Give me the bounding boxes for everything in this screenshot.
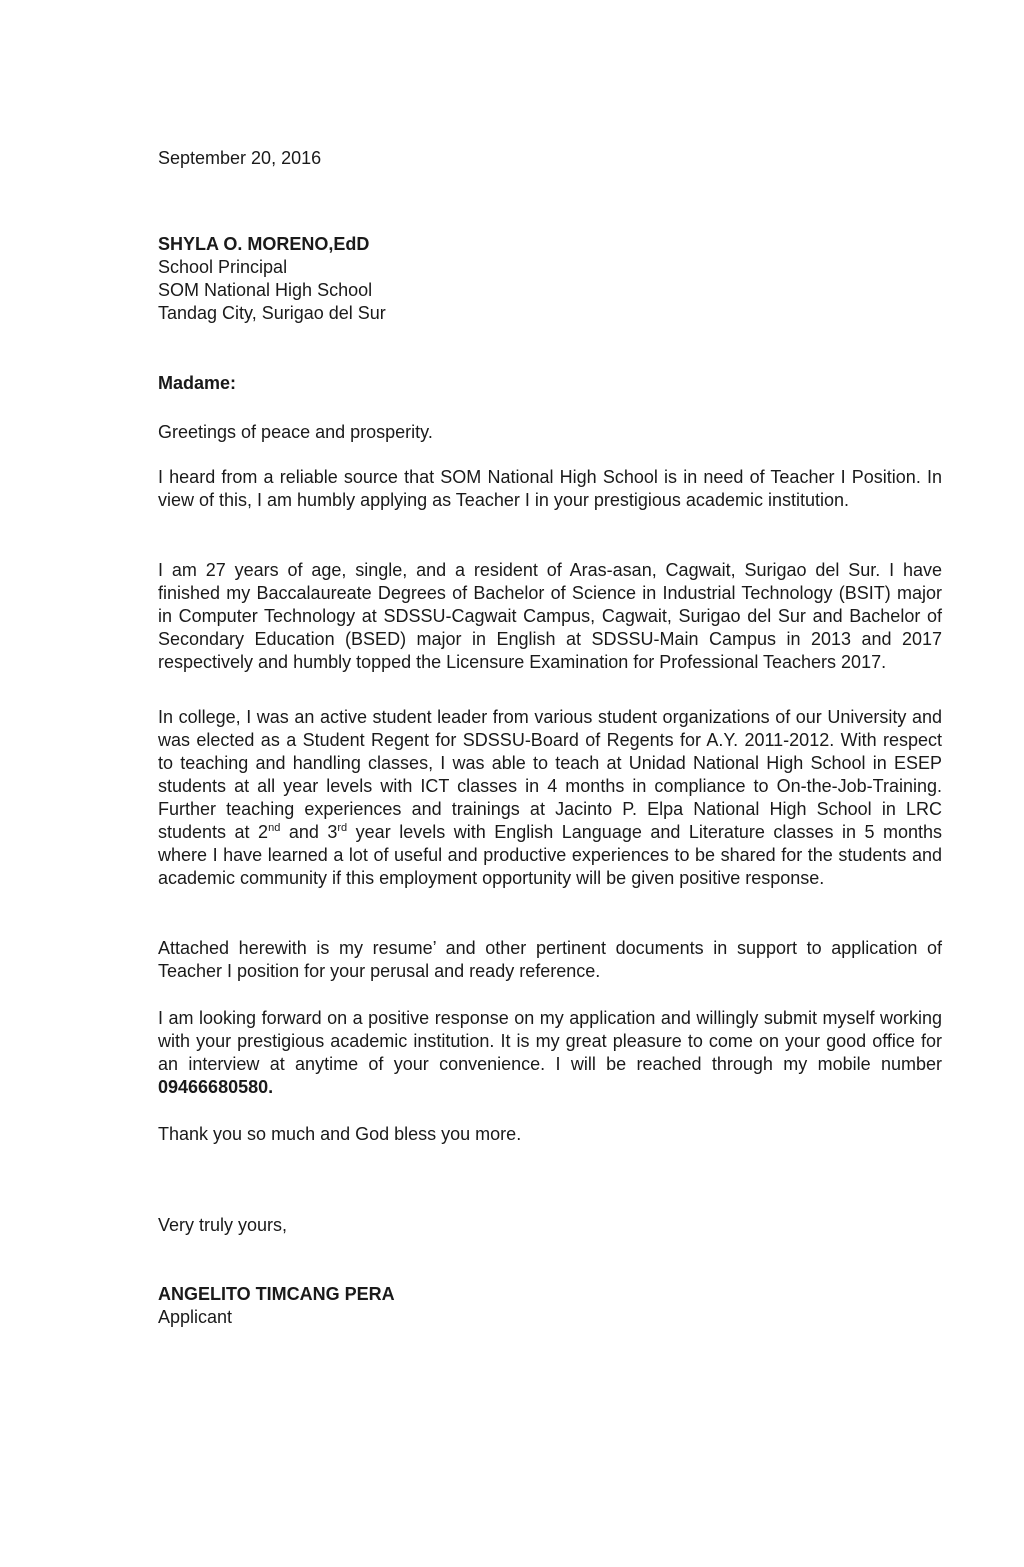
body-paragraph-4: Attached herewith is my resume’ and other pertinent documents in support to application of Teacher I position for your perusal and ready reference.: [158, 938, 942, 981]
closing: Very truly yours,: [158, 1215, 288, 1235]
body-paragraph-3: [158, 706, 942, 890]
salutation: Madame:: [158, 373, 237, 393]
greeting: Greetings of peace and prosperity.: [158, 422, 433, 442]
recipient-name: SHYLA O. MORENO,EdD: [158, 234, 370, 254]
letter-date: September 20, 2016: [158, 148, 322, 168]
recipient-block: [158, 233, 386, 325]
paragraph-3-part-1: In college, I was an active student leader from various student organizations of our University and was elected as a Student Regent for SDSSU-Board of Regents for A.Y. 2011-2012. With respect to teaching and handling classes, I was able to teach at Unidad National High School in ESEP students at all year levels with ICT classes in 4 months in compliance to On-the-Job-Training. Further teaching experiences and trainings at Jacinto P. Elpa National High School in LRC students at 2: [158, 707, 942, 842]
letter-page: [158, 0, 942, 1567]
superscript-rd: rd: [337, 822, 348, 834]
mobile-number: 09466680580.: [158, 1077, 274, 1097]
paragraph-5-text: I am looking forward on a positive response on my application and willingly submit myself working with your prestigious academic institution. It is my great pleasure to come on your good office for an interview at anytime of your convenience. I will be reached through my mobile number: [158, 1008, 942, 1074]
recipient-title: School Principal: [158, 257, 288, 277]
body-paragraph-2: I am 27 years of age, single, and a resident of Aras-asan, Cagwait, Surigao del Sur. I have finished my Baccalaureate Degrees of Bachelor of Science in Industrial Technology (BSIT) major in Computer Technology at SDSSU-Cagwait Campus, Cagwait, Surigao del Sur and Bachelor of Secondary Education (BSED) major in English at SDSSU-Main Campus in 2013 and 2017 respectively and humbly topped the Licensure Examination for Professional Teachers 2017.: [158, 560, 942, 672]
signature-role: Applicant: [158, 1307, 233, 1327]
superscript-nd: nd: [268, 822, 281, 834]
body-paragraph-1: I heard from a reliable source that SOM National High School is in need of Teacher I Position. In view of this, I am humbly applying as Teacher I in your prestigious academic institution.: [158, 467, 942, 510]
recipient-address: Tandag City, Surigao del Sur: [158, 303, 386, 323]
paragraph-3-part-2: and 3: [280, 822, 338, 842]
body-paragraph-6: Thank you so much and God bless you more.: [158, 1124, 522, 1144]
paragraph-3-part-3: year levels with English Language and Literature classes in 5 months where I have learned a lot of useful and productive experiences to be shared for the students and academic community if this employment opportunity will be given positive response.: [158, 822, 943, 888]
recipient-school: SOM National High School: [158, 280, 373, 300]
signature-block: [158, 1283, 395, 1329]
body-paragraph-5: [158, 1007, 942, 1099]
signature-name: ANGELITO TIMCANG PERA: [158, 1284, 395, 1304]
